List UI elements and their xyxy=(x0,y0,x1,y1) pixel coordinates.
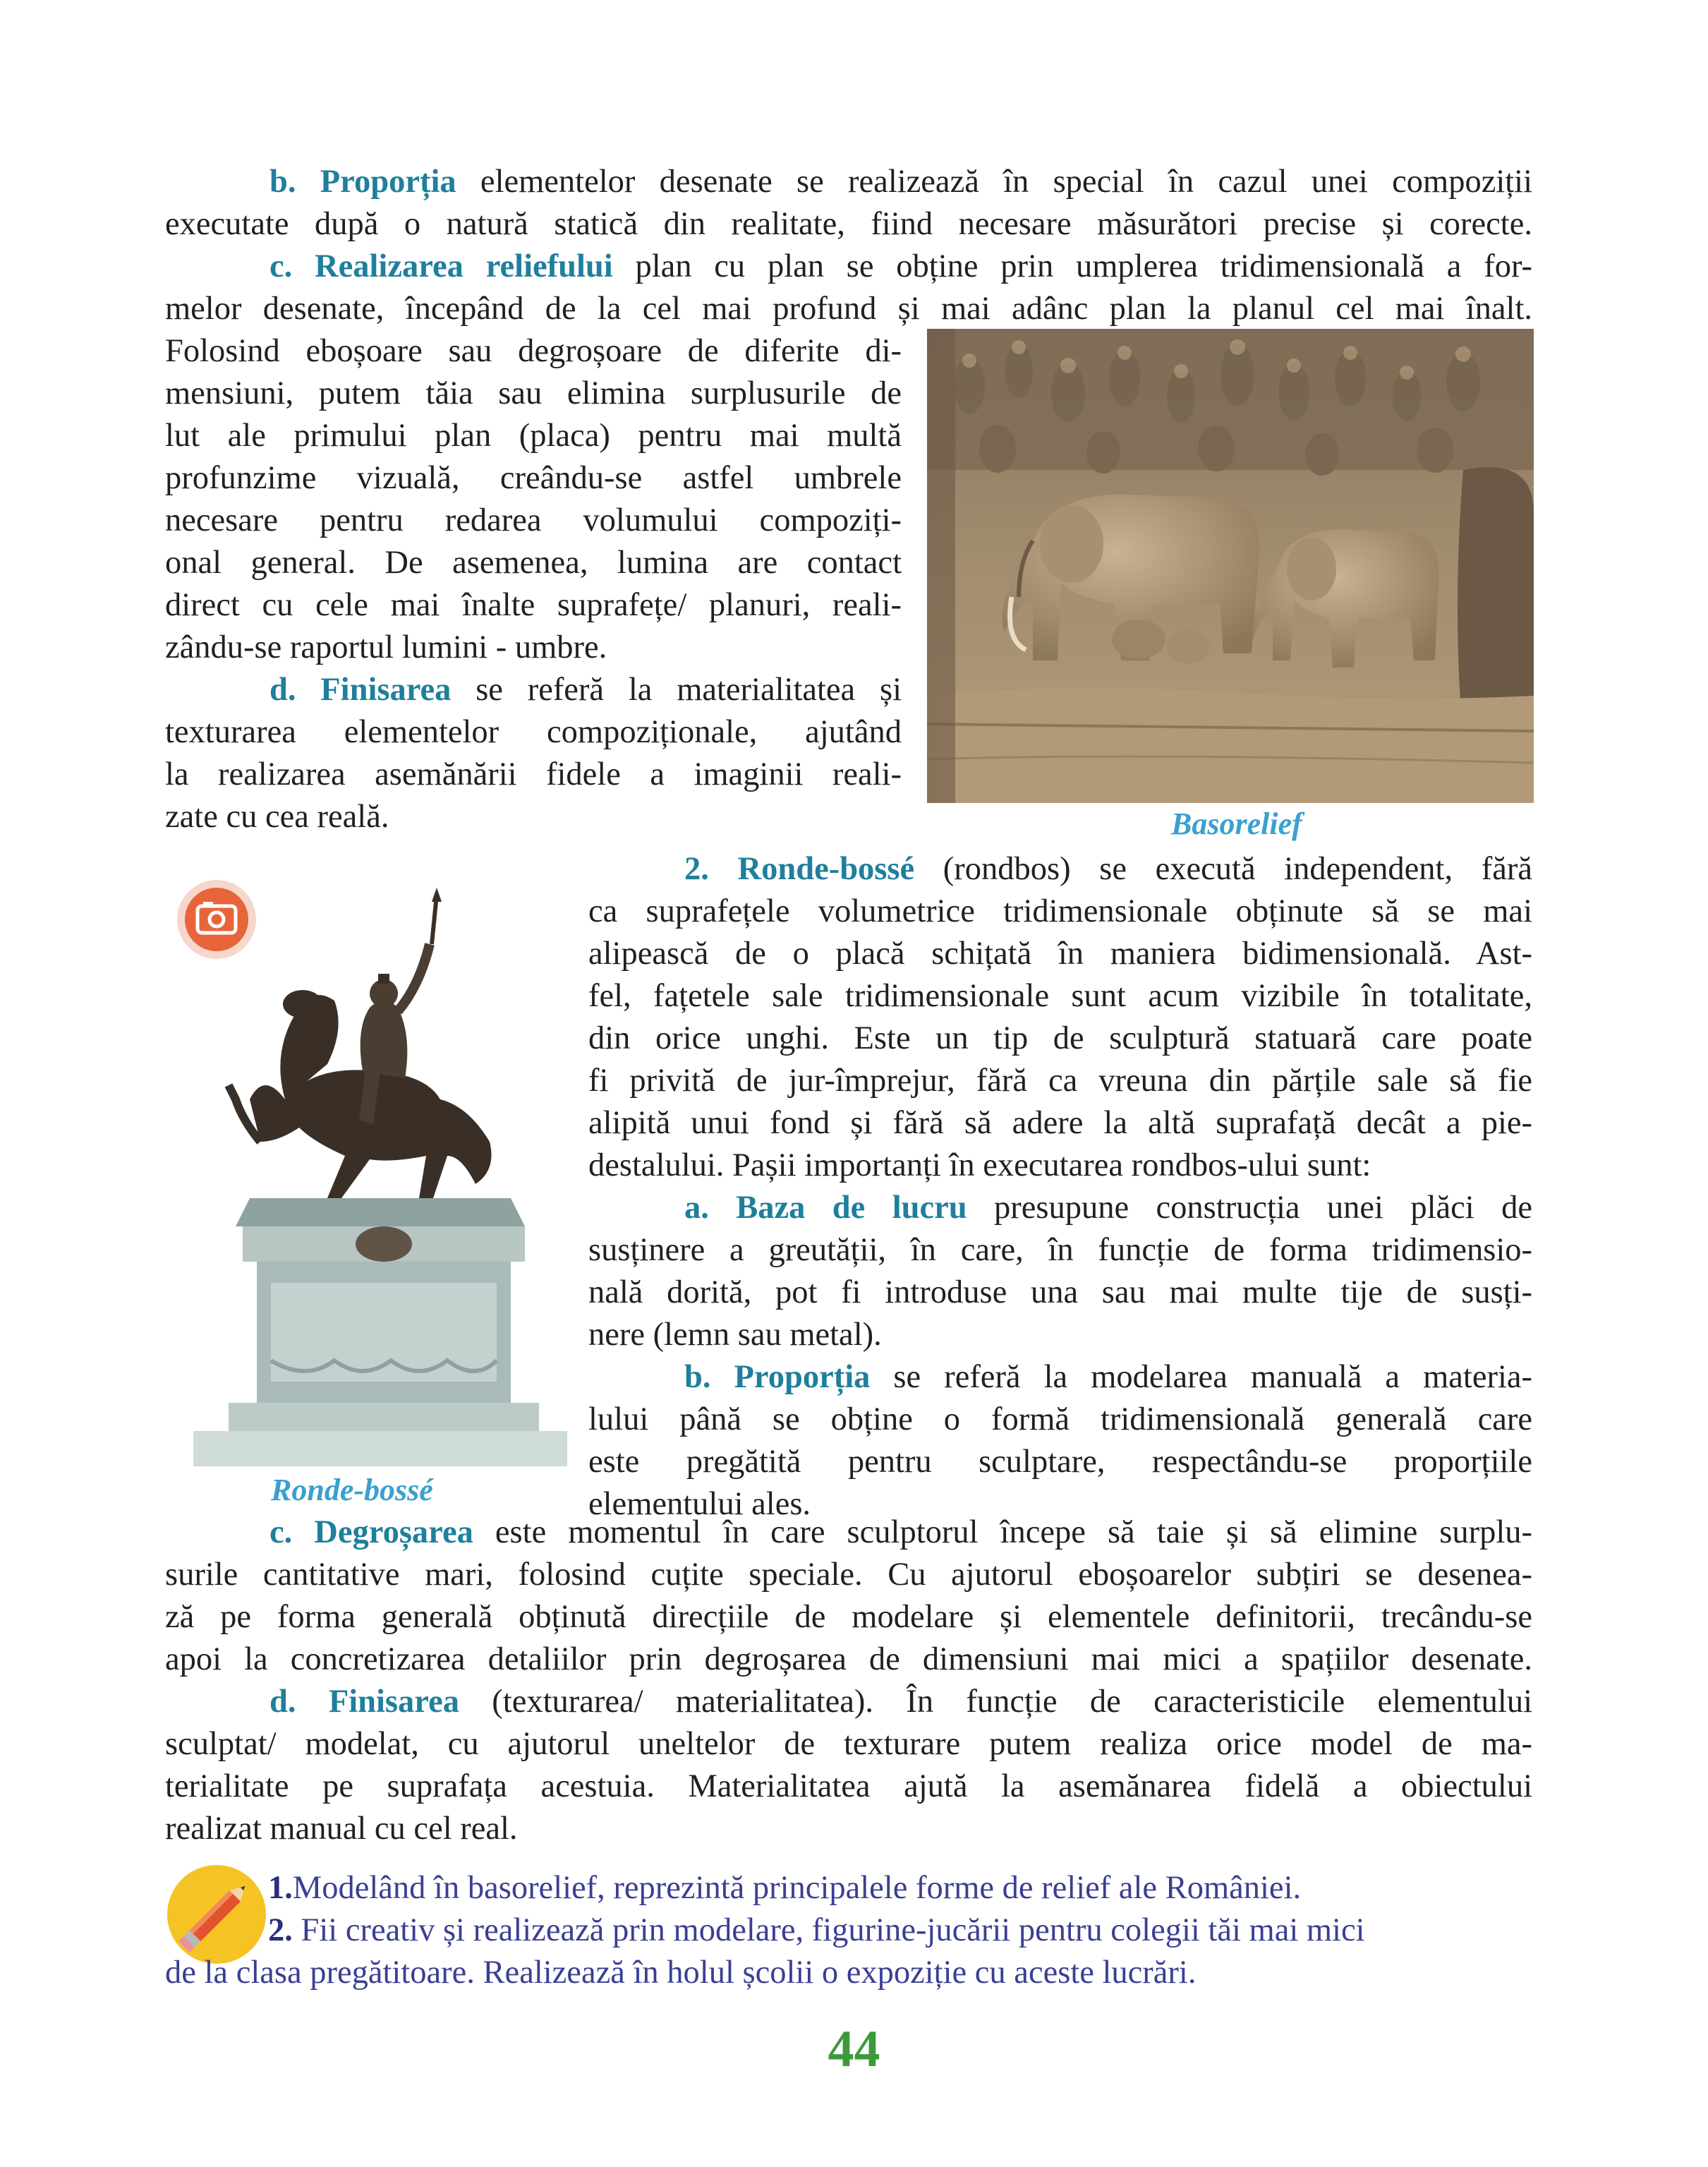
text-line: b. Proporția elementelor desenate se realizează în special în cazul unei compoziții xyxy=(269,164,1533,200)
text-line: sculptat/ modelat, cu ajutorul uneltelor de texturare putem realiza orice model de ma- xyxy=(165,1726,1532,1762)
keyword-c-degrosarea: c. Degroșarea xyxy=(269,1514,473,1550)
keyword-c-relief: c. Realizarea reliefului xyxy=(269,248,613,284)
text-line: mensiuni, putem tăia sau elimina surplusurile de xyxy=(165,375,902,411)
text-line: alipească de o placă schițată în maniera bidimensională. Ast- xyxy=(588,936,1532,972)
relief-paragraph xyxy=(165,330,902,838)
text-line: zându-se raportul lumini - umbre. xyxy=(165,629,607,665)
text-line: texturarea elementelor compoziționale, ajutând xyxy=(165,714,902,750)
text-line: 2. Ronde-bossé (rondbos) se execută independent, fără xyxy=(684,851,1532,887)
text-line: ză pe forma generală obținută direcțiile de modelare și elementele definitorii, trecându-se xyxy=(165,1599,1532,1635)
text-line: apoi la concretizarea detaliilor prin degroșarea de dimensiuni mai mici a spațiilor desenate. xyxy=(165,1641,1532,1677)
pencil-icon-graphic xyxy=(165,1863,268,1966)
task-2-continued xyxy=(165,1952,1532,1994)
keyword-b-proportia-2: b. Proporția xyxy=(684,1359,871,1395)
text-line: fi privită de jur-împrejur, fără ca vreuna din părțile sale să fie xyxy=(588,1063,1532,1099)
text-line: b. Proporția se referă la modelarea manuală a materia- xyxy=(684,1359,1532,1395)
text-line: ca suprafețele volumetrice tridimensionale obținute să se mai xyxy=(588,893,1532,929)
task-1 xyxy=(268,1867,1532,1909)
page-number: 44 xyxy=(828,2020,880,2078)
text-line: fel, fațetele sale tridimensionale sunt acum vizibile în totalitate, xyxy=(588,978,1532,1014)
text-line: a. Baza de lucru presupune construcția unei plăci de xyxy=(684,1190,1532,1226)
text-line: necesare pentru redarea volumului compoziți- xyxy=(165,502,902,538)
text-line: destalului. Pașii importanți în executarea rondbos-ului sunt: xyxy=(588,1147,1371,1183)
keyword-ronde-bosse: 2. Ronde-bossé xyxy=(684,851,915,887)
ronde-bosse-paragraph xyxy=(588,848,1532,1526)
text-line: melor desenate, începând de la cel mai profund și mai adânc plan la planul cel mai înalt. xyxy=(165,291,1532,327)
text-line: este pregătită pentru sculptare, respectându-se proporțiile xyxy=(588,1444,1532,1480)
basorelief-illustration xyxy=(927,329,1534,803)
degrosare-finisare-text xyxy=(165,1511,1532,1850)
text-line: din orice unghi. Este un tip de sculptură statuară care poate xyxy=(588,1020,1532,1056)
task-2-text-line2: de la clasa pregătitoare. Realizează în holul școlii o expoziție cu aceste lucrări. xyxy=(165,1955,1197,1991)
text-line: c. Realizarea reliefului plan cu plan se obține prin umplerea tridimensională a for- xyxy=(269,248,1532,284)
text-line: nală dorită, pot fi introduse una sau mai multe tije de susți- xyxy=(588,1274,1532,1310)
task-1-number: 1. xyxy=(268,1870,293,1906)
text-line: d. Finisarea (texturarea/ materialitatea). În funcție de caracteristicile elementului xyxy=(269,1684,1533,1720)
text-line: elementului ales. xyxy=(588,1486,811,1522)
text-line: alipită unui fond și fără să adere la altă suprafață decât a pie- xyxy=(588,1105,1532,1141)
text-line: executate după o natură statică din realitate, fiind necesare măsurători precise și corecte. xyxy=(165,206,1532,242)
task-1-text: Modelând în basorelief, reprezintă principalele forme de relief ale României. xyxy=(292,1870,1302,1906)
text-line: nere (lemn sau metal). xyxy=(588,1317,882,1353)
text-line: terialitate pe suprafața acestuia. Materialitatea ajută la asemănarea fidelă a obiectului xyxy=(165,1768,1532,1804)
pencil-icon xyxy=(165,1863,268,1966)
text-line: lului până se obține o formă tridimensională generală care xyxy=(588,1401,1532,1437)
keyword-baza-de-lucru: a. Baza de lucru xyxy=(684,1190,967,1226)
basorelief-photo xyxy=(927,329,1534,803)
text-line: c. Degroșarea este momentul în care sculptorul începe să taie și să elimine surplu- xyxy=(269,1514,1532,1550)
text-line: susținere a greutății, în care, în funcție de forma tridimensio- xyxy=(588,1232,1532,1268)
ronde-bosse-caption: Ronde-bossé xyxy=(271,1473,433,1507)
text-line: surile cantitative mari, folosind cuțite speciale. Cu ajutorul eboșoarelor subțiri se desenea- xyxy=(165,1557,1532,1593)
task-2-text: Fii creativ și realizează prin modelare, figurine-jucării pentru colegii tăi mai mici xyxy=(292,1912,1365,1948)
keyword-d-finisarea-2: d. Finisarea xyxy=(269,1684,459,1720)
text-line: lut ale primului plan (placa) pentru mai multă xyxy=(165,418,902,454)
ronde-bosse-photo xyxy=(193,888,567,1466)
text-line: onal general. De asemenea, lumina are contact xyxy=(165,545,902,581)
task-2-number: 2. xyxy=(268,1912,293,1948)
text-line: realizat manual cu cel real. xyxy=(165,1811,518,1847)
text-line: la realizarea asemănării fidele a imaginii reali- xyxy=(165,756,902,792)
text-line: direct cu cele mai înalte suprafețe/ planuri, reali- xyxy=(165,587,902,623)
task-2 xyxy=(268,1909,1532,1952)
keyword-b-proportia: b. Proporția xyxy=(269,164,456,200)
text-line: profunzime vizuală, creându-se astfel umbrele xyxy=(165,460,902,496)
basorelief-caption: Basorelief xyxy=(1171,807,1302,841)
intro-text xyxy=(165,161,1532,330)
keyword-d-finisarea: d. Finisarea xyxy=(269,672,452,708)
text-line: zate cu cea reală. xyxy=(165,799,389,835)
text-line: d. Finisarea se referă la materialitatea și xyxy=(269,672,902,708)
text-line: Folosind eboșoare sau degroșoare de diferite di- xyxy=(165,333,902,369)
statue-illustration xyxy=(193,888,567,1466)
